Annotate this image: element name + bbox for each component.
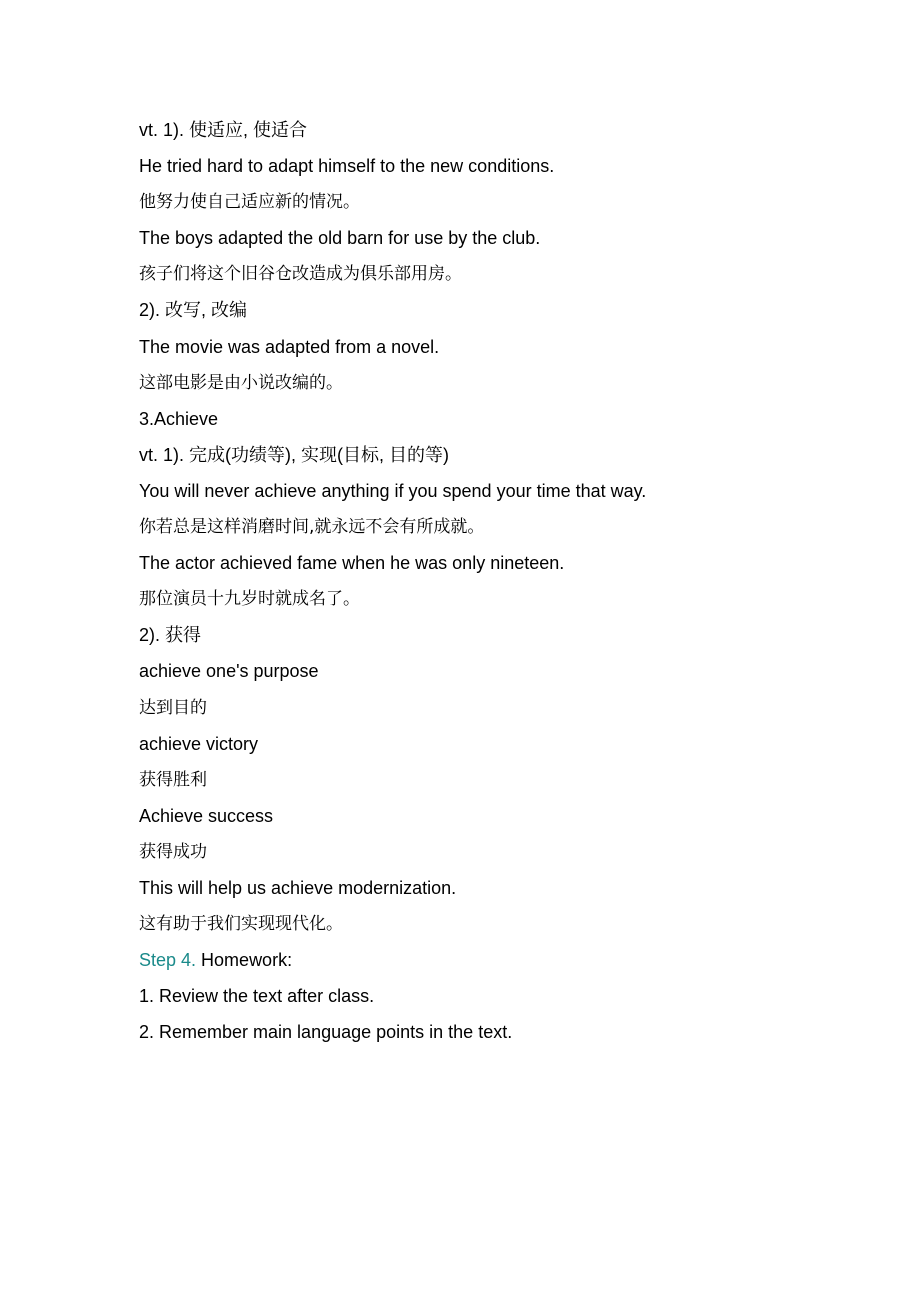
translation-line: 那位演员十九岁时就成名了。 bbox=[139, 589, 360, 610]
translation-line: 获得胜利 bbox=[139, 769, 207, 790]
homework-item: 1. Review the text after class. bbox=[139, 986, 375, 1007]
translation-line: 孩子们将这个旧谷仓改造成为俱乐部用房。 bbox=[139, 264, 462, 285]
example-sentence: The boys adapted the old barn for use by the club. bbox=[139, 228, 541, 249]
example-sentence: The movie was adapted from a novel. bbox=[139, 336, 440, 357]
definition-line: 2). 获得 bbox=[139, 625, 202, 646]
example-sentence: This will help us achieve modernization. bbox=[139, 877, 457, 898]
phrase-line: achieve one's purpose bbox=[139, 661, 319, 682]
translation-line: 你若总是这样消磨时间,就永远不会有所成就。 bbox=[139, 517, 485, 538]
translation-line: 这部电影是由小说改编的。 bbox=[139, 372, 343, 393]
example-sentence: You will never achieve anything if you spend your time that way. bbox=[139, 480, 647, 501]
word-heading: 3.Achieve bbox=[139, 408, 219, 429]
translation-line: 获得成功 bbox=[139, 841, 207, 862]
definition-line: 2). 改写, 改编 bbox=[139, 300, 248, 321]
phrase-line: Achieve success bbox=[139, 805, 274, 826]
translation-line: 他努力使自己适应新的情况。 bbox=[139, 192, 360, 213]
example-sentence: The actor achieved fame when he was only nineteen. bbox=[139, 553, 565, 574]
example-sentence: He tried hard to adapt himself to the new conditions. bbox=[139, 156, 555, 177]
step-title: Homework: bbox=[196, 950, 293, 971]
step-heading bbox=[139, 942, 839, 978]
document-body bbox=[139, 112, 839, 1050]
definition-line: vt. 1). 使适应, 使适合 bbox=[139, 120, 308, 140]
homework-item: 2. Remember main language points in the text. bbox=[139, 1022, 513, 1043]
definition-line: vt. 1). 完成(功绩等), 实现(目标, 目的等) bbox=[139, 444, 449, 465]
step-label: Step 4. bbox=[139, 950, 197, 971]
phrase-line: achieve victory bbox=[139, 733, 259, 754]
translation-line: 达到目的 bbox=[139, 697, 207, 718]
translation-line: 这有助于我们实现现代化。 bbox=[139, 914, 343, 935]
